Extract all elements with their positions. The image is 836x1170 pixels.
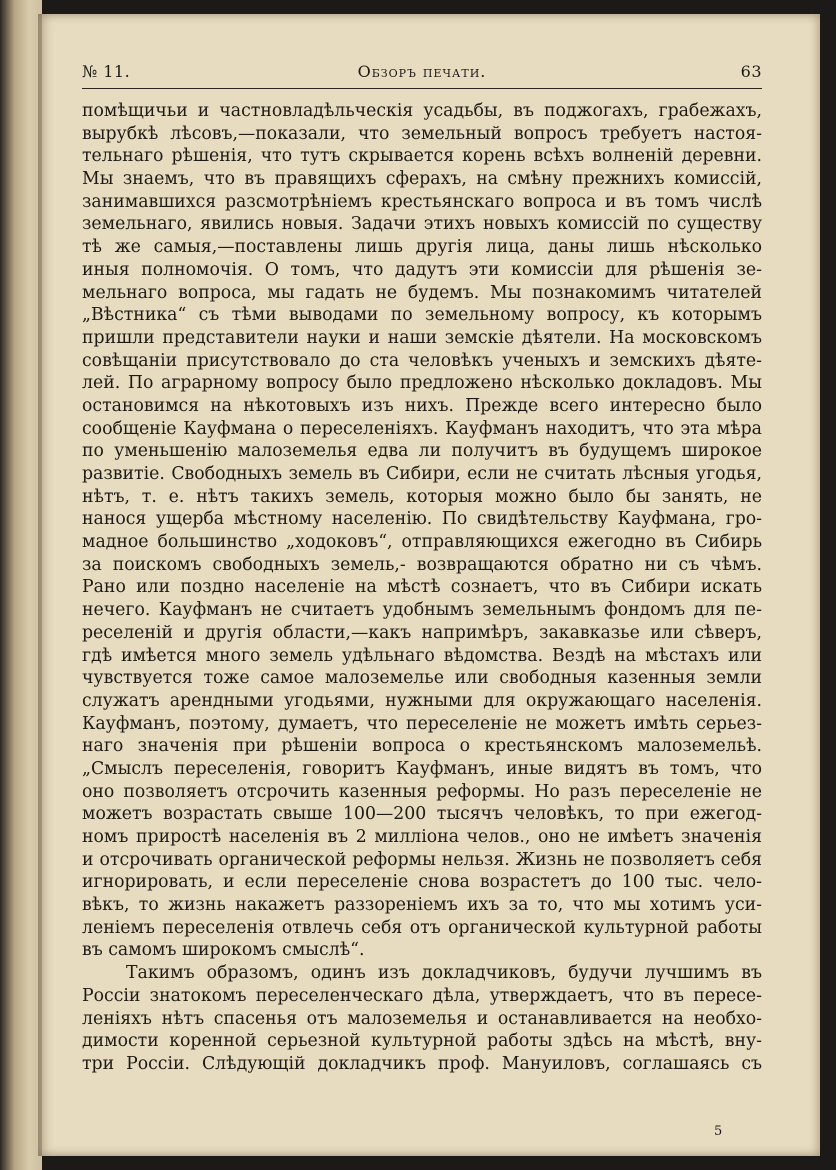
- text-line: леніяхъ нѣтъ спасенья отъ малоземелья и останавливается на необхо-: [82, 1008, 762, 1029]
- text-line: служатъ арендными угодьями, нужными для окружающаго населенія.: [82, 690, 762, 711]
- text-line: чувствуется тоже самое малоземелье или свободныя казенныя земли: [82, 668, 762, 689]
- text-line: гдѣ имѣется много земель удѣльнаго вѣдомства. Вездѣ на мѣстахъ или: [82, 645, 762, 666]
- text-line: оно позволяетъ отсрочить казенныя реформы. Но разъ переселеніе не: [82, 781, 762, 802]
- page: [38, 14, 820, 1156]
- text-line: тѣ же самыя,—поставлены лишь другія лица, даны лишь нѣсколько: [82, 237, 762, 258]
- text-line: занимавшихся разсмотрѣніемъ крестьянскаго вопроса и въ томъ числѣ: [82, 191, 762, 212]
- text-line: сообщеніе Кауфмана о переселеніяхъ. Кауфманъ находитъ, что эта мѣра: [82, 418, 762, 439]
- running-header: [82, 62, 762, 86]
- text-line: можетъ возрастать свыше 100—200 тысячъ человѣкъ, то при ежегод-: [82, 804, 762, 825]
- text-line: Рано или поздно населеніе на мѣстѣ сознаетъ, что въ Сибири искать: [82, 577, 762, 598]
- text-line: номъ приростѣ населенія въ 2 милліона челов., оно не имѣетъ значенія: [82, 827, 762, 847]
- text-line: вырубкѣ лѣсовъ,—показали, что земельный вопросъ требуетъ настоя-: [82, 123, 762, 144]
- issue-number: № 11.: [82, 62, 131, 81]
- text-line: мельнаго вопроса, мы гадать не будемъ. Мы познакомимъ читателей: [82, 282, 762, 303]
- text-line: развитіе. Свободныхъ земель въ Сибири, если не считать лѣсныя угодья,: [82, 464, 762, 484]
- text-line: иныя полномочія. О томъ, что дадутъ эти комиссіи для рѣшенія зе-: [82, 259, 762, 280]
- text-line: игнорировать, и если переселеніе снова возрастетъ до 100 тыс. чело-: [82, 872, 762, 893]
- text-line: и отсрочивать органической реформы нельзя. Жизнь не позволяетъ себя: [82, 849, 762, 870]
- text-line: Мы знаемъ, что въ правящихъ сферахъ, на смѣну прежнихъ комиссій,: [82, 169, 762, 190]
- text-line: Кауфманъ, поэтому, думаетъ, что переселеніе не можетъ имѣть серьез-: [82, 713, 762, 734]
- text-line: лей. По аграрному вопросу было предложено нѣсколько докладовъ. Мы: [82, 373, 762, 394]
- header-rule: [82, 88, 762, 89]
- signature-mark: 5: [714, 1124, 723, 1139]
- text-line: три Россіи. Слѣдующій докладчикъ проф. Мануиловъ, соглашаясь съ: [82, 1053, 762, 1074]
- text-line: нечего. Кауфманъ не считаетъ удобнымъ земельнымъ фондомъ для пе-: [82, 600, 762, 621]
- text-line: нанося ущерба мѣстному населенію. По свидѣтельству Кауфмана, гро-: [82, 509, 762, 530]
- text-line: реселеній и другія области,—какъ напримѣръ, закавказье или сѣверъ,: [82, 622, 762, 643]
- text-line: Россіи знатокомъ переселенческаго дѣла, утверждаетъ, что въ пересе-: [82, 985, 762, 1006]
- text-line: по уменьшенію малоземелья едва ли получитъ въ будущемъ широкое: [82, 441, 762, 462]
- text-line: мадное большинство „ходоковъ“, отправляющихся ежегодно въ Сибирь: [82, 532, 762, 553]
- book-spine: [0, 0, 42, 1170]
- page-number: 63: [740, 62, 762, 81]
- text-line: „Вѣстника“ съ тѣми выводами по земельному вопросу, къ которымъ: [82, 305, 762, 326]
- text-line: наго значенія при рѣшеніи вопроса о крестьянскомъ малоземельѣ.: [82, 736, 762, 757]
- body-text: [82, 100, 762, 1076]
- gutter-shadow: [38, 14, 42, 1156]
- text-line: остановимся на нѣкотовыхъ изъ нихъ. Прежде всего интересно было: [82, 395, 762, 416]
- text-line: нѣтъ, т. е. нѣтъ такихъ земель, которыя можно было бы занять, не: [82, 486, 762, 507]
- text-line: пришли представители науки и наши земскіе дѣятели. На московскомъ: [82, 327, 762, 348]
- text-line: „Смыслъ переселенія, говоритъ Кауфманъ, иные видятъ въ томъ, что: [82, 758, 762, 779]
- text-line-paragraph-start: Такимъ образомъ, одинъ изъ докладчиковъ, будучи лучшимъ въ: [126, 963, 762, 984]
- text-line: совѣщаніи присутствовало до ста человѣкъ ученыхъ и земскихъ дѣяте-: [82, 350, 762, 371]
- text-line: за поискомъ свободныхъ земель,- возвращаются обратно ни съ чѣмъ.: [82, 554, 762, 575]
- text-line: помѣщичьи и частновладѣльческія усадьбы, въ поджогахъ, грабежахъ,: [82, 101, 762, 121]
- text-line: тельнаго рѣшенія, что тутъ скрывается корень всѣхъ волненій деревни.: [82, 146, 762, 167]
- text-line: леніемъ переселенія отвлечь себя отъ органической культурной работы: [82, 917, 762, 938]
- text-line: вѣкъ, то жизнь накажетъ раззореніемъ ихъ за то, что мы хотимъ уси-: [82, 895, 762, 916]
- text-line: димости коренной серьезной культурной работы здѣсь на мѣстѣ, вну-: [82, 1031, 762, 1052]
- text-line: земельнаго, явились новыя. Задачи этихъ новыхъ комиссій по существу: [82, 214, 762, 235]
- running-title: Обзоръ печати.: [357, 62, 487, 81]
- text-line-paragraph-end: въ самомъ широкомъ смыслѣ“.: [82, 940, 365, 961]
